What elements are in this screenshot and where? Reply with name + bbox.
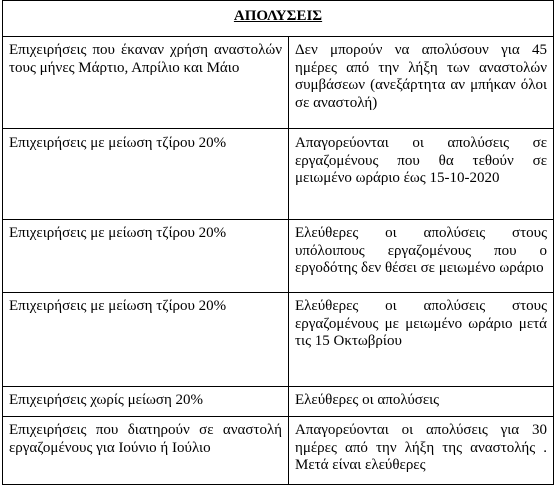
table-row	[3, 37, 554, 129]
table-row	[3, 293, 554, 387]
category-cell: Επιχειρήσεις με μείωση τζίρου 20%	[3, 220, 289, 293]
rule-cell: Ελεύθερες οι απολύσεις στους υπόλοιπους εργαζομένους που ο εργοδότης δεν θέσει σε μειωμένο ωράριο	[289, 220, 554, 293]
category-cell: Επιχειρήσεις με μείωση τζίρου 20%	[3, 129, 289, 220]
table-header-row	[3, 1, 554, 37]
table-row	[3, 387, 554, 417]
rule-cell: Απαγορεύονται οι απολύσεις για 30 ημέρες από την λήξη της αναστολής . Μετά είναι ελεύθερες	[289, 417, 554, 485]
category-cell: Επιχειρήσεις που έκαναν χρήση αναστολών τους μήνες Μάρτιο, Απρίλιο και Μάιο	[3, 37, 289, 129]
category-cell: Επιχειρήσεις με μείωση τζίρου 20%	[3, 293, 289, 387]
table-title: ΑΠΟΛΥΣΕΙΣ	[3, 1, 554, 37]
dismissals-table	[2, 0, 554, 485]
category-cell: Επιχειρήσεις που διατηρούν σε αναστολή εργαζομένους για Ιούνιο ή Ιούλιο	[3, 417, 289, 485]
table-row	[3, 220, 554, 293]
table-row	[3, 129, 554, 220]
category-cell: Επιχειρήσεις χωρίς μείωση 20%	[3, 387, 289, 417]
rule-cell: Ελεύθερες οι απολύσεις στους εργαζομένους με μειωμένο ωράριο μετά τις 15 Οκτωβρίου	[289, 293, 554, 387]
rule-cell: Απαγορεύονται οι απολύσεις σε εργαζομένους που θα τεθούν σε μειωμένο ωράριο έως 15-10-2020	[289, 129, 554, 220]
rule-cell: Ελεύθερες οι απολύσεις	[289, 387, 554, 417]
table-row	[3, 417, 554, 485]
rule-cell: Δεν μπορούν να απολύσουν για 45 ημέρες από την λήξη των αναστολών συμβάσεων (ανεξάρτητα αν μπήκαν όλοι σε αναστολή)	[289, 37, 554, 129]
